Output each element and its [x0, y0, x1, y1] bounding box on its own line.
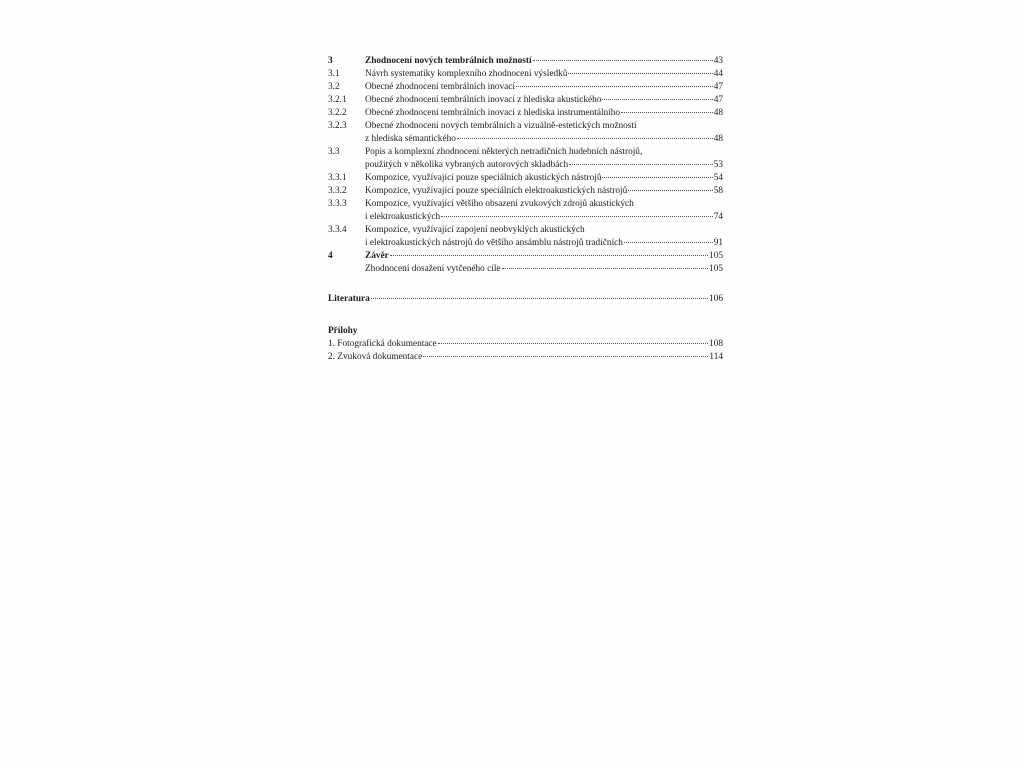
toc-section-number: 3 [328, 56, 333, 66]
toc-section-number: 3.3 [328, 147, 340, 157]
toc-entry-literatura[interactable] [328, 293, 723, 306]
toc-entry[interactable] [328, 172, 723, 185]
toc-section-number: 3.2.3 [328, 121, 347, 131]
toc-section-number: 3.3.2 [328, 186, 347, 196]
toc-entry-title: Zhodnocení dosažení vytčeného cíle [365, 264, 501, 274]
toc-section-number: 3.3.3 [328, 199, 347, 209]
toc-entry-title: i elektroakustických [365, 212, 441, 222]
toc-entry-title: i elektroakustických nástrojů do většího ansámblu nástrojů tradičních [365, 238, 623, 248]
toc-entry[interactable] [328, 224, 723, 250]
toc-section-number: 3.1 [328, 69, 340, 79]
toc-page-number: 48 [713, 108, 723, 118]
toc-entry[interactable] [328, 55, 723, 68]
toc-entry[interactable] [328, 94, 723, 107]
dot-leader [602, 176, 712, 178]
toc-entry-title: Zhodnocení nových tembrálních možností [365, 56, 532, 66]
toc-entry-title: z hlediska sémantického [365, 134, 456, 144]
toc-entry-title: 2. Zvuková dokumentace [328, 352, 423, 362]
toc-page-number: 74 [713, 212, 723, 222]
toc-page-number: 114 [709, 352, 723, 362]
toc-entry[interactable] [328, 107, 723, 120]
dot-leader [628, 189, 712, 191]
toc-entry-title: Závěr [365, 251, 389, 261]
toc-entry-title: Obecné zhodnocení tembrálních inovací [365, 82, 515, 92]
dot-leader [569, 163, 713, 165]
toc-section-number: 3.2.1 [328, 95, 347, 105]
toc-page-number: 91 [713, 238, 723, 248]
toc-entry-title: Kompozice, využívající pouze speciálních elektroakustických nástrojů [365, 186, 628, 196]
dot-leader [502, 267, 709, 269]
toc-entry-title: Kompozice, využívající pouze speciálních akustických nástrojů [365, 173, 602, 183]
toc-page-number: 44 [713, 69, 723, 79]
toc-page-number: 54 [713, 173, 723, 183]
dot-leader [533, 59, 713, 61]
toc-entry-title: Kompozice, využívající většího obsazení zvukových zdrojů akustických [365, 199, 634, 209]
toc-entry-title: Návrh systematiky komplexního zhodnocení výsledků [365, 69, 568, 79]
toc-entry-attachment-1[interactable] [328, 338, 723, 351]
dot-leader [457, 137, 713, 139]
toc-page-number: 53 [713, 160, 723, 170]
toc-entry[interactable] [328, 68, 723, 81]
toc-page-number: 58 [713, 186, 723, 196]
attachments-heading: Přílohy [328, 326, 358, 336]
toc-page-number: 105 [709, 264, 723, 274]
dot-leader [441, 215, 713, 217]
toc-section-number: 3.2 [328, 82, 340, 92]
toc-section-number: 3.3.4 [328, 225, 347, 235]
dot-leader [624, 241, 713, 243]
toc-section-number: 4 [328, 251, 333, 261]
dot-leader [438, 342, 708, 344]
toc-section-number: 3.3.1 [328, 173, 347, 183]
dot-leader [568, 72, 712, 74]
toc-entry-attachment-2[interactable] [328, 351, 723, 364]
toc-page-number: 105 [709, 251, 723, 261]
toc-page-number: 48 [713, 134, 723, 144]
toc-entry[interactable] [328, 146, 723, 172]
table-of-contents [328, 55, 723, 364]
toc-section-number: 3.2.2 [328, 108, 347, 118]
toc-entry[interactable] [328, 198, 723, 224]
toc-chapter-list [328, 55, 723, 276]
toc-entry-title: 1. Fotografická dokumentace [328, 339, 437, 349]
toc-entry-title: Obecné zhodnocení tembrálních inovací z hlediska instrumentálního [365, 108, 621, 118]
toc-entry[interactable] [328, 250, 723, 263]
dot-leader [516, 85, 713, 87]
toc-entry-title: Popis a komplexní zhodnocení některých netradičních hudebních nástrojů, [365, 147, 643, 157]
dot-leader [602, 98, 712, 100]
toc-page-number: 106 [709, 294, 723, 304]
dot-leader [371, 297, 708, 299]
toc-page-number: 43 [713, 56, 723, 66]
toc-entry-title: Kompozice, využívající zapojení neobvyklých akustických [365, 225, 585, 235]
dot-leader [390, 254, 708, 256]
toc-entry[interactable] [328, 263, 723, 276]
toc-entry-title: Obecné zhodnocení tembrálních inovací z hlediska akustického [365, 95, 602, 105]
toc-page-number: 47 [713, 82, 723, 92]
toc-page-number: 47 [713, 95, 723, 105]
dot-leader [423, 355, 708, 357]
toc-entry[interactable] [328, 81, 723, 94]
toc-entry-title: Obecné zhodnocení nových tembrálních a vizuálně-estetických možností [365, 121, 637, 131]
toc-entry[interactable] [328, 120, 723, 146]
toc-entry-title: použitých v několika vybraných autorových skladbách [365, 160, 569, 170]
toc-entry[interactable] [328, 185, 723, 198]
dot-leader [621, 111, 713, 113]
toc-entry-title: Literatura [328, 294, 370, 304]
toc-page-number: 108 [709, 339, 723, 349]
